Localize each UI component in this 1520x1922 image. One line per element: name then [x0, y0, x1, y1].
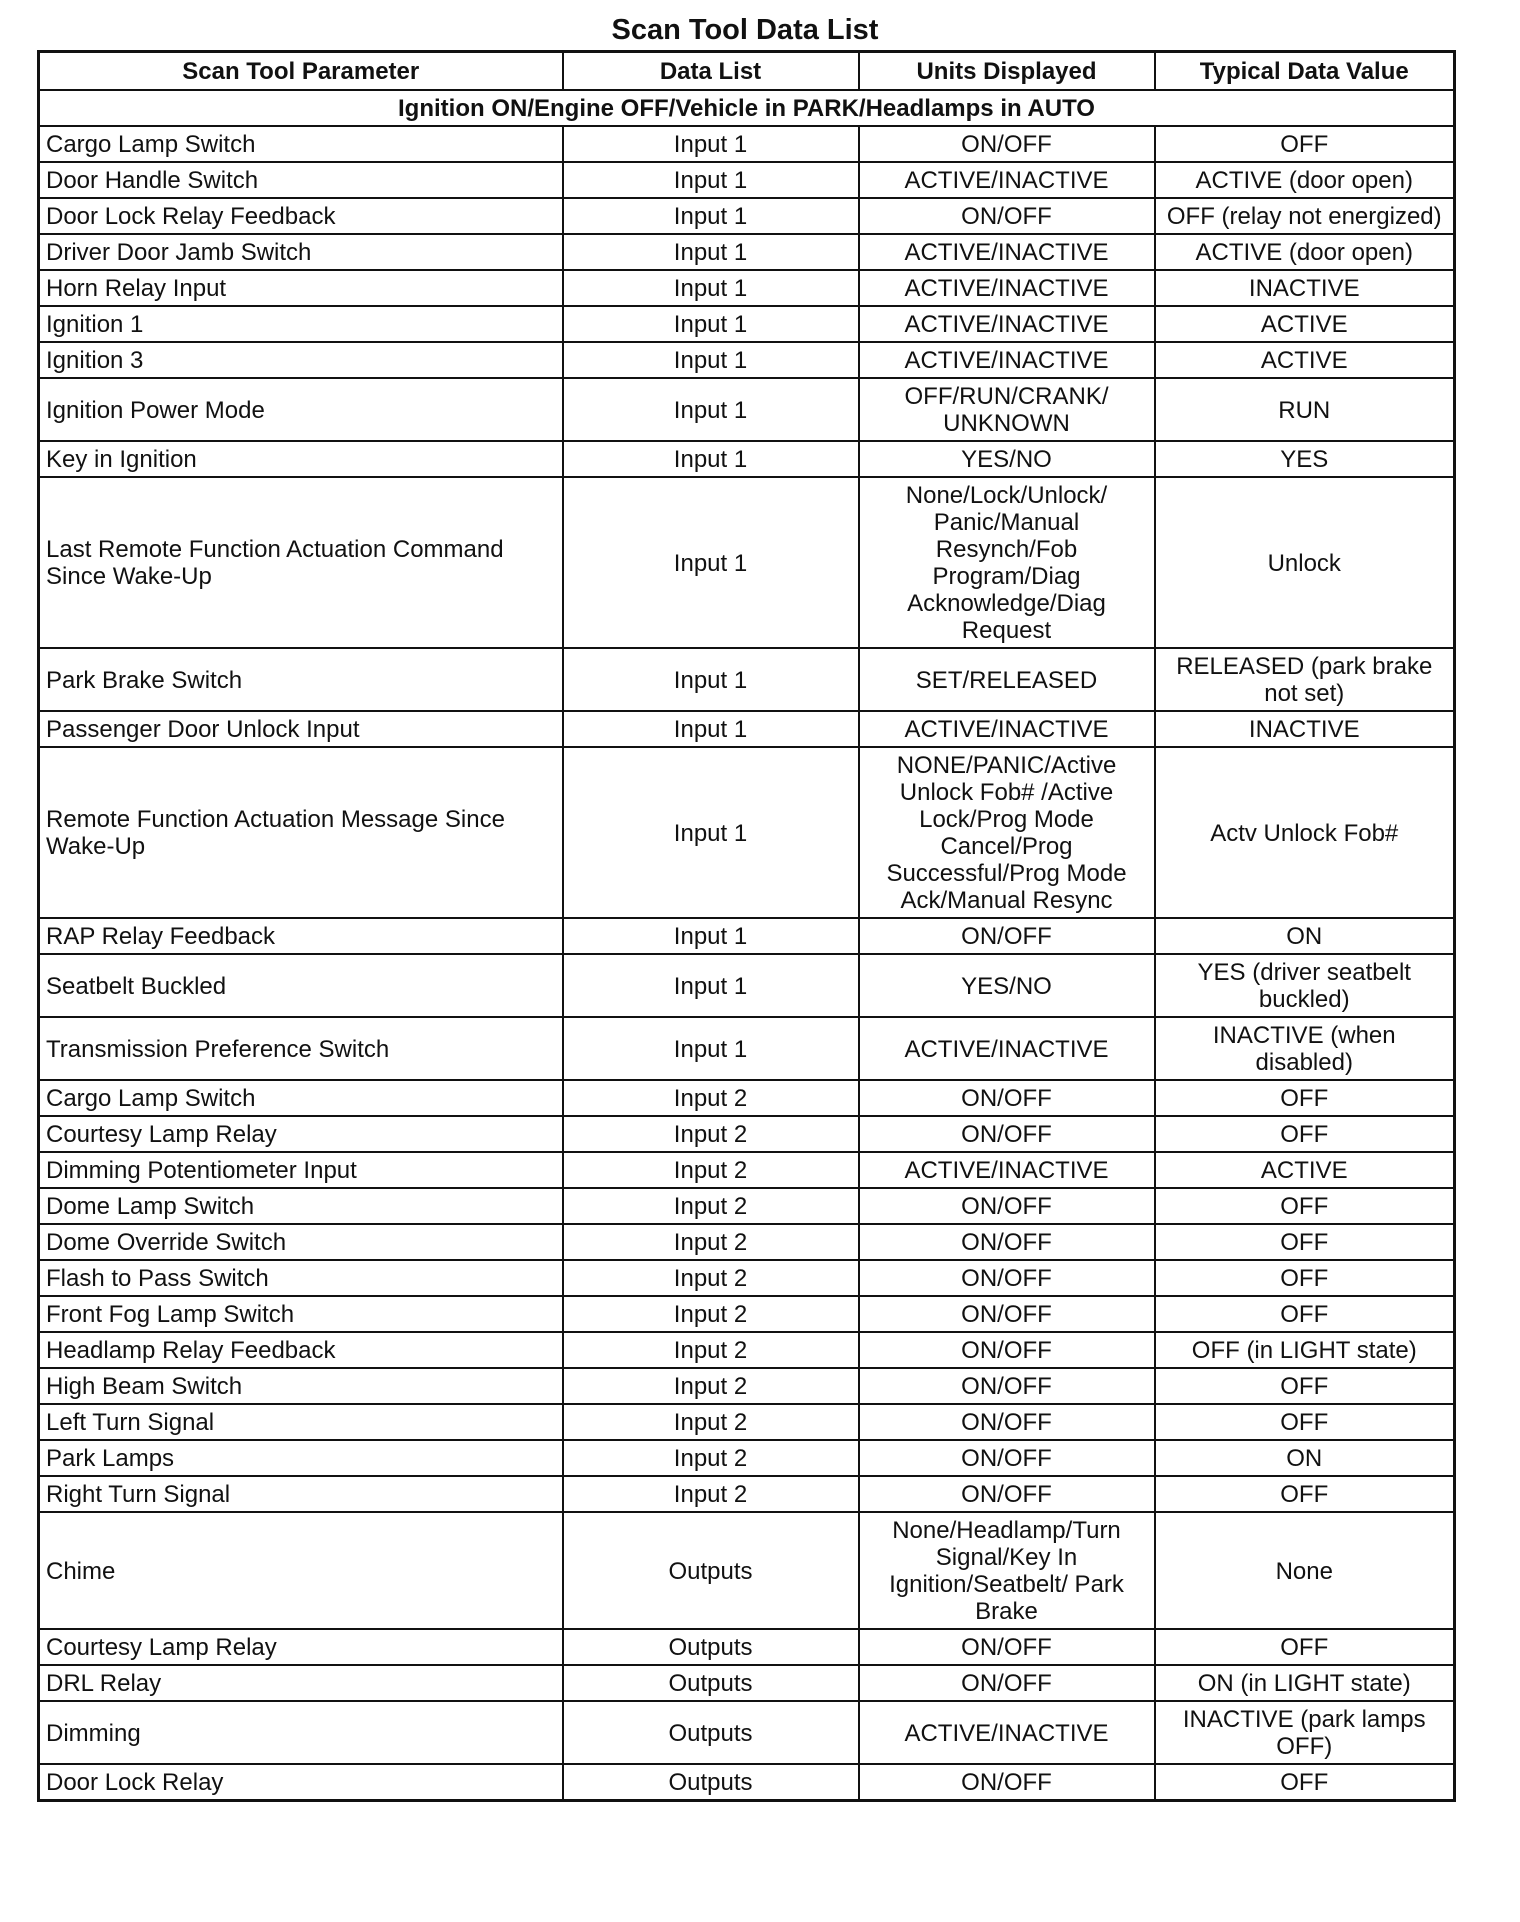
param-cell: Front Fog Lamp Switch: [39, 1296, 563, 1332]
units-cell: OFF/RUN/CRANK/ UNKNOWN: [859, 378, 1155, 441]
data-list-cell: Input 1: [563, 711, 859, 747]
data-list-cell: Input 2: [563, 1476, 859, 1512]
typical-value-cell: ACTIVE: [1155, 306, 1455, 342]
document: [37, 10, 1453, 1802]
units-cell: None/Lock/Unlock/ Panic/Manual Resynch/Fob Program/Diag Acknowledge/Diag Request: [859, 477, 1155, 648]
units-cell: ON/OFF: [859, 1368, 1155, 1404]
typical-value-cell: OFF: [1155, 1476, 1455, 1512]
param-cell: Last Remote Function Actuation Command Since Wake-Up: [39, 477, 563, 648]
units-cell: YES/NO: [859, 441, 1155, 477]
table-row: [39, 1116, 1455, 1152]
table-row: [39, 1476, 1455, 1512]
table-row: [39, 1260, 1455, 1296]
table-row: [39, 747, 1455, 918]
data-list-cell: Input 2: [563, 1080, 859, 1116]
param-cell: Driver Door Jamb Switch: [39, 234, 563, 270]
typical-value-cell: OFF: [1155, 1116, 1455, 1152]
typical-value-cell: ON (in LIGHT state): [1155, 1665, 1455, 1701]
param-cell: Park Lamps: [39, 1440, 563, 1476]
table-row: [39, 306, 1455, 342]
section-row: [39, 90, 1455, 126]
table-row: [39, 1764, 1455, 1801]
typical-value-cell: INACTIVE: [1155, 270, 1455, 306]
units-cell: ON/OFF: [859, 1629, 1155, 1665]
param-cell: Ignition 3: [39, 342, 563, 378]
table-row: [39, 648, 1455, 711]
data-list-cell: Outputs: [563, 1665, 859, 1701]
param-cell: Door Lock Relay Feedback: [39, 198, 563, 234]
table-row: [39, 1080, 1455, 1116]
typical-value-cell: Unlock: [1155, 477, 1455, 648]
header-units: Units Displayed: [859, 52, 1155, 91]
data-list-cell: Input 2: [563, 1116, 859, 1152]
param-cell: Door Handle Switch: [39, 162, 563, 198]
table-row: [39, 126, 1455, 162]
units-cell: ACTIVE/INACTIVE: [859, 1017, 1155, 1080]
units-cell: SET/RELEASED: [859, 648, 1155, 711]
data-list-cell: Input 1: [563, 477, 859, 648]
units-cell: ON/OFF: [859, 198, 1155, 234]
typical-value-cell: OFF: [1155, 1296, 1455, 1332]
typical-value-cell: YES: [1155, 441, 1455, 477]
units-cell: ACTIVE/INACTIVE: [859, 162, 1155, 198]
typical-value-cell: OFF: [1155, 1188, 1455, 1224]
param-cell: Dome Override Switch: [39, 1224, 563, 1260]
units-cell: ACTIVE/INACTIVE: [859, 1152, 1155, 1188]
table-row: [39, 1368, 1455, 1404]
table-row: [39, 1440, 1455, 1476]
table-row: [39, 1665, 1455, 1701]
units-cell: ON/OFF: [859, 126, 1155, 162]
units-cell: ON/OFF: [859, 1476, 1155, 1512]
table-row: [39, 342, 1455, 378]
units-cell: ACTIVE/INACTIVE: [859, 711, 1155, 747]
table-row: [39, 162, 1455, 198]
typical-value-cell: OFF: [1155, 1404, 1455, 1440]
data-list-cell: Input 2: [563, 1404, 859, 1440]
table-row: [39, 270, 1455, 306]
typical-value-cell: None: [1155, 1512, 1455, 1629]
data-list-cell: Input 1: [563, 270, 859, 306]
data-list-cell: Input 1: [563, 378, 859, 441]
param-cell: Seatbelt Buckled: [39, 954, 563, 1017]
units-cell: ACTIVE/INACTIVE: [859, 1701, 1155, 1764]
param-cell: Courtesy Lamp Relay: [39, 1629, 563, 1665]
table-row: [39, 1512, 1455, 1629]
typical-value-cell: ACTIVE: [1155, 1152, 1455, 1188]
param-cell: Remote Function Actuation Message Since Wake-Up: [39, 747, 563, 918]
table-row: [39, 1629, 1455, 1665]
table-body: [39, 90, 1455, 1801]
typical-value-cell: YES (driver seatbelt buckled): [1155, 954, 1455, 1017]
typical-value-cell: OFF: [1155, 1629, 1455, 1665]
data-list-cell: Input 2: [563, 1440, 859, 1476]
header-data-list: Data List: [563, 52, 859, 91]
units-cell: NONE/PANIC/Active Unlock Fob# /Active Lock/Prog Mode Cancel/Prog Successful/Prog Mode Ack/Manual Resync: [859, 747, 1155, 918]
units-cell: ON/OFF: [859, 1260, 1155, 1296]
units-cell: ACTIVE/INACTIVE: [859, 270, 1155, 306]
scan-tool-data-table: [37, 50, 1456, 1802]
data-list-cell: Input 1: [563, 198, 859, 234]
table-row: [39, 1017, 1455, 1080]
data-list-cell: Outputs: [563, 1512, 859, 1629]
document-title: Scan Tool Data List: [611, 14, 879, 46]
typical-value-cell: ON: [1155, 918, 1455, 954]
data-list-cell: Input 1: [563, 918, 859, 954]
param-cell: Headlamp Relay Feedback: [39, 1332, 563, 1368]
param-cell: Dimming Potentiometer Input: [39, 1152, 563, 1188]
param-cell: High Beam Switch: [39, 1368, 563, 1404]
units-cell: ON/OFF: [859, 1296, 1155, 1332]
data-list-cell: Input 2: [563, 1368, 859, 1404]
param-cell: RAP Relay Feedback: [39, 918, 563, 954]
data-list-cell: Input 2: [563, 1296, 859, 1332]
data-list-cell: Input 1: [563, 306, 859, 342]
param-cell: Park Brake Switch: [39, 648, 563, 711]
table-row: [39, 1701, 1455, 1764]
table-row: [39, 441, 1455, 477]
units-cell: ON/OFF: [859, 1116, 1155, 1152]
header-parameter: Scan Tool Parameter: [39, 52, 563, 91]
typical-value-cell: ON: [1155, 1440, 1455, 1476]
typical-value-cell: ACTIVE (door open): [1155, 162, 1455, 198]
data-list-cell: Outputs: [563, 1764, 859, 1801]
data-list-cell: Input 1: [563, 126, 859, 162]
param-cell: Courtesy Lamp Relay: [39, 1116, 563, 1152]
data-list-cell: Input 1: [563, 234, 859, 270]
table-row: [39, 1404, 1455, 1440]
typical-value-cell: ACTIVE (door open): [1155, 234, 1455, 270]
typical-value-cell: Actv Unlock Fob#: [1155, 747, 1455, 918]
table-row: [39, 954, 1455, 1017]
data-list-cell: Input 1: [563, 1017, 859, 1080]
table-row: [39, 918, 1455, 954]
typical-value-cell: INACTIVE (when disabled): [1155, 1017, 1455, 1080]
param-cell: Transmission Preference Switch: [39, 1017, 563, 1080]
typical-value-cell: OFF: [1155, 1368, 1455, 1404]
param-cell: Flash to Pass Switch: [39, 1260, 563, 1296]
table-row: [39, 1152, 1455, 1188]
data-list-cell: Input 2: [563, 1224, 859, 1260]
units-cell: ON/OFF: [859, 1764, 1155, 1801]
typical-value-cell: INACTIVE: [1155, 711, 1455, 747]
data-list-cell: Input 1: [563, 162, 859, 198]
units-cell: ON/OFF: [859, 1665, 1155, 1701]
units-cell: ACTIVE/INACTIVE: [859, 234, 1155, 270]
table-row: [39, 234, 1455, 270]
table-row: [39, 1224, 1455, 1260]
typical-value-cell: INACTIVE (park lamps OFF): [1155, 1701, 1455, 1764]
typical-value-cell: ACTIVE: [1155, 342, 1455, 378]
param-cell: Dome Lamp Switch: [39, 1188, 563, 1224]
typical-value-cell: OFF: [1155, 1764, 1455, 1801]
units-cell: YES/NO: [859, 954, 1155, 1017]
data-list-cell: Outputs: [563, 1629, 859, 1665]
param-cell: Horn Relay Input: [39, 270, 563, 306]
param-cell: Cargo Lamp Switch: [39, 1080, 563, 1116]
typical-value-cell: RELEASED (park brake not set): [1155, 648, 1455, 711]
param-cell: Dimming: [39, 1701, 563, 1764]
data-list-cell: Input 1: [563, 648, 859, 711]
table-row: [39, 711, 1455, 747]
param-cell: Door Lock Relay: [39, 1764, 563, 1801]
param-cell: Left Turn Signal: [39, 1404, 563, 1440]
table-row: [39, 378, 1455, 441]
param-cell: DRL Relay: [39, 1665, 563, 1701]
data-list-cell: Input 1: [563, 342, 859, 378]
typical-value-cell: OFF (relay not energized): [1155, 198, 1455, 234]
units-cell: ON/OFF: [859, 1404, 1155, 1440]
typical-value-cell: OFF: [1155, 1260, 1455, 1296]
table-row: [39, 1332, 1455, 1368]
param-cell: Key in Ignition: [39, 441, 563, 477]
table-row: [39, 1188, 1455, 1224]
param-cell: Chime: [39, 1512, 563, 1629]
table-row: [39, 477, 1455, 648]
typical-value-cell: OFF: [1155, 1080, 1455, 1116]
param-cell: Right Turn Signal: [39, 1476, 563, 1512]
data-list-cell: Outputs: [563, 1701, 859, 1764]
param-cell: Cargo Lamp Switch: [39, 126, 563, 162]
section-label: Ignition ON/Engine OFF/Vehicle in PARK/Headlamps in AUTO: [39, 90, 1455, 126]
param-cell: Ignition 1: [39, 306, 563, 342]
data-list-cell: Input 1: [563, 747, 859, 918]
typical-value-cell: OFF: [1155, 1224, 1455, 1260]
table-row: [39, 198, 1455, 234]
typical-value-cell: OFF: [1155, 126, 1455, 162]
typical-value-cell: RUN: [1155, 378, 1455, 441]
units-cell: ON/OFF: [859, 1332, 1155, 1368]
units-cell: ACTIVE/INACTIVE: [859, 342, 1155, 378]
data-list-cell: Input 2: [563, 1260, 859, 1296]
param-cell: Passenger Door Unlock Input: [39, 711, 563, 747]
units-cell: None/Headlamp/Turn Signal/Key In Ignition/Seatbelt/ Park Brake: [859, 1512, 1155, 1629]
header-row: [39, 52, 1455, 91]
typical-value-cell: OFF (in LIGHT state): [1155, 1332, 1455, 1368]
header-typical-value: Typical Data Value: [1155, 52, 1455, 91]
units-cell: ON/OFF: [859, 1080, 1155, 1116]
table-row: [39, 1296, 1455, 1332]
units-cell: ON/OFF: [859, 1224, 1155, 1260]
data-list-cell: Input 2: [563, 1332, 859, 1368]
units-cell: ACTIVE/INACTIVE: [859, 306, 1155, 342]
data-list-cell: Input 2: [563, 1188, 859, 1224]
param-cell: Ignition Power Mode: [39, 378, 563, 441]
units-cell: ON/OFF: [859, 918, 1155, 954]
data-list-cell: Input 1: [563, 441, 859, 477]
units-cell: ON/OFF: [859, 1188, 1155, 1224]
units-cell: ON/OFF: [859, 1440, 1155, 1476]
data-list-cell: Input 2: [563, 1152, 859, 1188]
data-list-cell: Input 1: [563, 954, 859, 1017]
